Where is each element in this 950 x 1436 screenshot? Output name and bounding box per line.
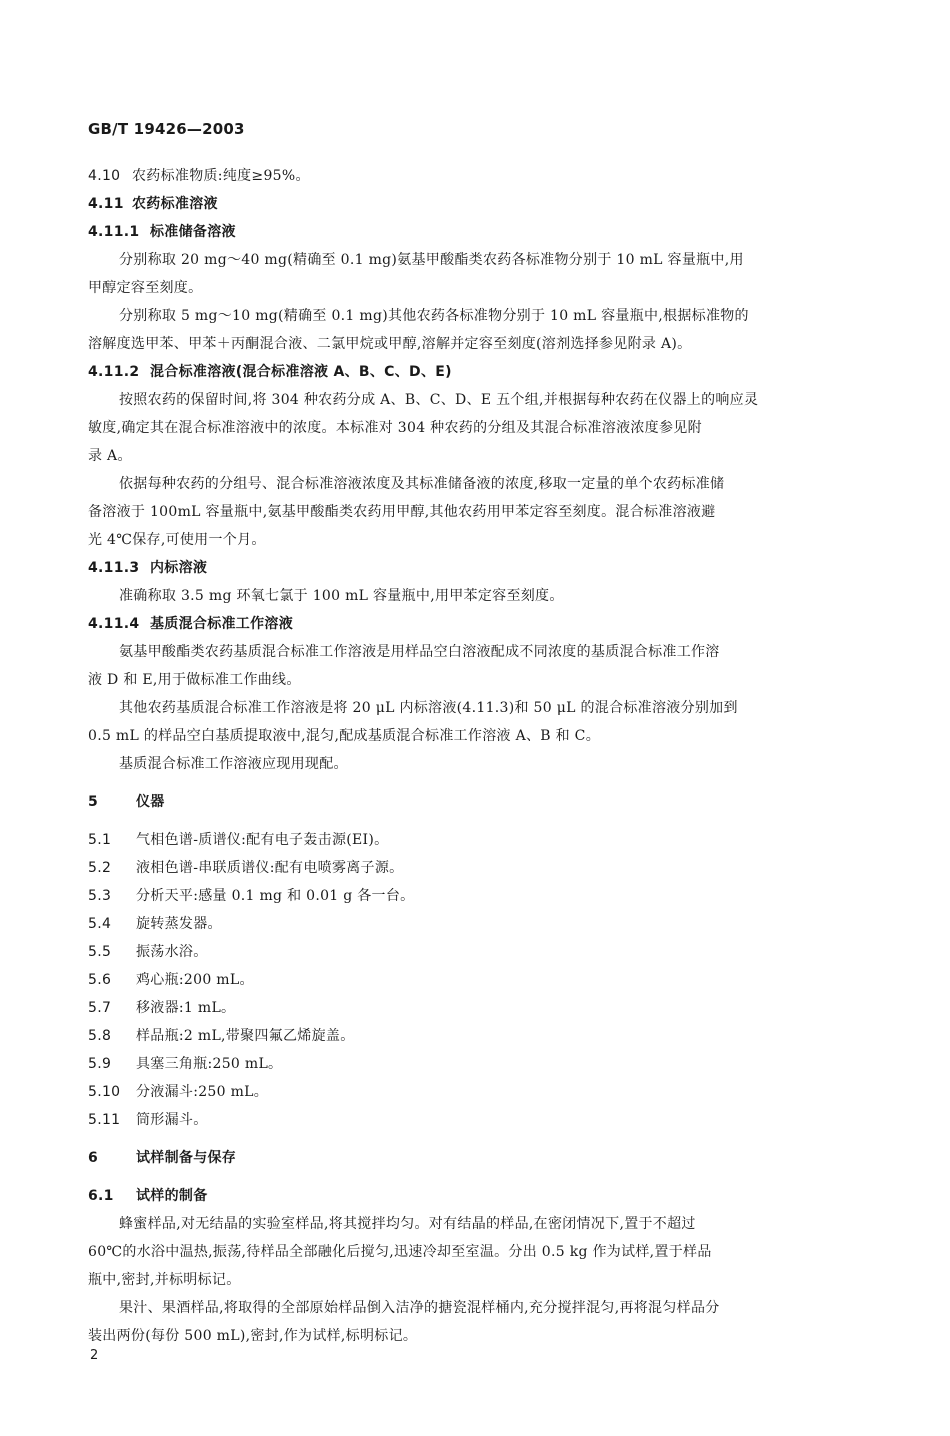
instrument-item <box>88 1078 898 1106</box>
paragraph-line: 60℃的水浴中温热,振荡,待样品全部融化后搅匀,迅速冷却至室温。分出 0.5 kg 作为试样,置于样品 <box>88 1244 712 1260</box>
item-number: 5.2 <box>88 860 112 876</box>
section-number: 6 <box>88 1150 99 1166</box>
clause-4-11-4-heading <box>88 610 898 638</box>
item-text: 气相色谱-质谱仪:配有电子轰击源(EI)。 <box>136 832 389 848</box>
paragraph-line: 录 A。 <box>88 448 132 464</box>
clause-title: 农药标准溶液 <box>132 196 218 212</box>
instrument-item <box>88 994 898 1022</box>
clause-number: 4.11.1 <box>88 224 140 240</box>
paragraph-line: 蜂蜜样品,对无结晶的实验室样品,将其搅拌均匀。对有结晶的样品,在密闭情况下,置于不超过 <box>119 1216 696 1232</box>
clause-title: 标准储备溶液 <box>150 224 236 240</box>
item-text: 移液器:1 mL。 <box>136 1000 236 1016</box>
clause-4-11-2-heading <box>88 358 898 386</box>
item-text: 旋转蒸发器。 <box>136 916 222 932</box>
item-text: 振荡水浴。 <box>136 944 208 960</box>
item-number: 5.7 <box>88 1000 112 1016</box>
clause-4-11-3-heading <box>88 554 898 582</box>
paragraph-line: 0.5 mL 的样品空白基质提取液中,混匀,配成基质混合标准工作溶液 A、B 和 C。 <box>88 728 600 744</box>
section-5-heading <box>88 788 898 816</box>
instrument-item <box>88 938 898 966</box>
instrument-item <box>88 882 898 910</box>
paragraph-line: 氨基甲酸酯类农药基质混合标准工作溶液是用样品空白溶液配成不同浓度的基质混合标准工作溶 <box>119 644 720 660</box>
item-number: 5.6 <box>88 972 112 988</box>
clause-title: 试样的制备 <box>136 1188 208 1204</box>
paragraph-line: 按照农药的保留时间,将 304 种农药分成 A、B、C、D、E 五个组,并根据每种农药在仪器上的响应灵 <box>119 392 759 408</box>
clause-4-11-1-heading <box>88 218 898 246</box>
paragraph-line: 依据每种农药的分组号、混合标准溶液浓度及其标准储备液的浓度,移取一定量的单个农药标准储 <box>119 476 725 492</box>
section-title: 仪器 <box>136 794 165 810</box>
paragraph-line: 敏度,确定其在混合标准溶液中的浓度。本标准对 304 种农药的分组及其混合标准溶液浓度参见附 <box>88 420 702 436</box>
paragraph-line: 瓶中,密封,并标明标记。 <box>88 1272 241 1288</box>
section-title: 试样制备与保存 <box>136 1150 237 1166</box>
paragraph-line: 分别称取 20 mg～40 mg(精确至 0.1 mg)氨基甲酸酯类农药各标准物分别于 10 mL 容量瓶中,用 <box>119 252 744 268</box>
paragraph-line: 溶解度选甲苯、甲苯＋丙酮混合液、二氯甲烷或甲醇,溶解并定容至刻度(溶剂选择参见附录 A)。 <box>88 336 692 352</box>
item-text: 液相色谱-串联质谱仪:配有电喷雾离子源。 <box>136 860 404 876</box>
item-text: 样品瓶:2 mL,带聚四氟乙烯旋盖。 <box>136 1028 355 1044</box>
item-text: 鸡心瓶:200 mL。 <box>136 972 254 988</box>
instrument-item <box>88 1106 898 1134</box>
instrument-item <box>88 910 898 938</box>
document-body <box>88 162 898 1350</box>
instrument-item <box>88 854 898 882</box>
item-text: 具塞三角瓶:250 mL。 <box>136 1056 283 1072</box>
clause-6-1-heading <box>88 1182 898 1210</box>
paragraph-line: 基质混合标准工作溶液应现用现配。 <box>119 756 348 772</box>
standard-code: GB/T 19426—2003 <box>88 120 245 138</box>
paragraph-line: 准确称取 3.5 mg 环氧七氯于 100 mL 容量瓶中,用甲苯定容至刻度。 <box>119 588 564 604</box>
instrument-item <box>88 1022 898 1050</box>
clause-number: 4.11.4 <box>88 616 140 632</box>
item-number: 5.5 <box>88 944 112 960</box>
paragraph-line: 果汁、果酒样品,将取得的全部原始样品倒入洁净的搪瓷混样桶内,充分搅拌混匀,再将混匀样品分 <box>119 1300 720 1316</box>
clause-number: 4.11.3 <box>88 560 140 576</box>
clause-number: 4.11 <box>88 196 124 212</box>
paragraph-line: 装出两份(每份 500 mL),密封,作为试样,标明标记。 <box>88 1328 418 1344</box>
item-text: 分析天平:感量 0.1 mg 和 0.01 g 各一台。 <box>136 888 415 904</box>
clause-number: 4.10 <box>88 168 121 184</box>
section-6-heading <box>88 1144 898 1172</box>
item-number: 5.1 <box>88 832 112 848</box>
paragraph-line: 甲醇定容至刻度。 <box>88 280 203 296</box>
paragraph-line: 分别称取 5 mg～10 mg(精确至 0.1 mg)其他农药各标准物分别于 10 mL 容量瓶中,根据标准物的 <box>119 308 749 324</box>
clause-title: 内标溶液 <box>150 560 208 576</box>
instrument-item <box>88 966 898 994</box>
item-number: 5.3 <box>88 888 112 904</box>
page-number: 2 <box>90 1348 99 1363</box>
item-text: 筒形漏斗。 <box>136 1112 208 1128</box>
clause-text: 农药标准物质:纯度≥95%。 <box>132 168 310 184</box>
clause-number: 4.11.2 <box>88 364 140 380</box>
instrument-item <box>88 1050 898 1078</box>
item-number: 5.11 <box>88 1112 121 1128</box>
clause-4-10 <box>88 162 898 190</box>
clause-title: 混合标准溶液(混合标准溶液 A、B、C、D、E) <box>150 364 452 380</box>
paragraph-line: 光 4℃保存,可使用一个月。 <box>88 532 266 548</box>
clause-title: 基质混合标准工作溶液 <box>150 616 293 632</box>
section-number: 5 <box>88 794 99 810</box>
item-number: 5.8 <box>88 1028 112 1044</box>
paragraph-line: 液 D 和 E,用于做标准工作曲线。 <box>88 672 301 688</box>
item-number: 5.10 <box>88 1084 121 1100</box>
item-text: 分液漏斗:250 mL。 <box>136 1084 269 1100</box>
paragraph-line: 其他农药基质混合标准工作溶液是将 20 μL 内标溶液(4.11.3)和 50 μL 的混合标准溶液分别加到 <box>119 700 738 716</box>
clause-number: 6.1 <box>88 1188 114 1204</box>
paragraph-line: 备溶液于 100mL 容量瓶中,氨基甲酸酯类农药用甲醇,其他农药用甲苯定容至刻度。混合标准溶液避 <box>88 504 716 520</box>
instrument-item <box>88 826 898 854</box>
clause-4-11-heading <box>88 190 898 218</box>
item-number: 5.4 <box>88 916 112 932</box>
item-number: 5.9 <box>88 1056 112 1072</box>
